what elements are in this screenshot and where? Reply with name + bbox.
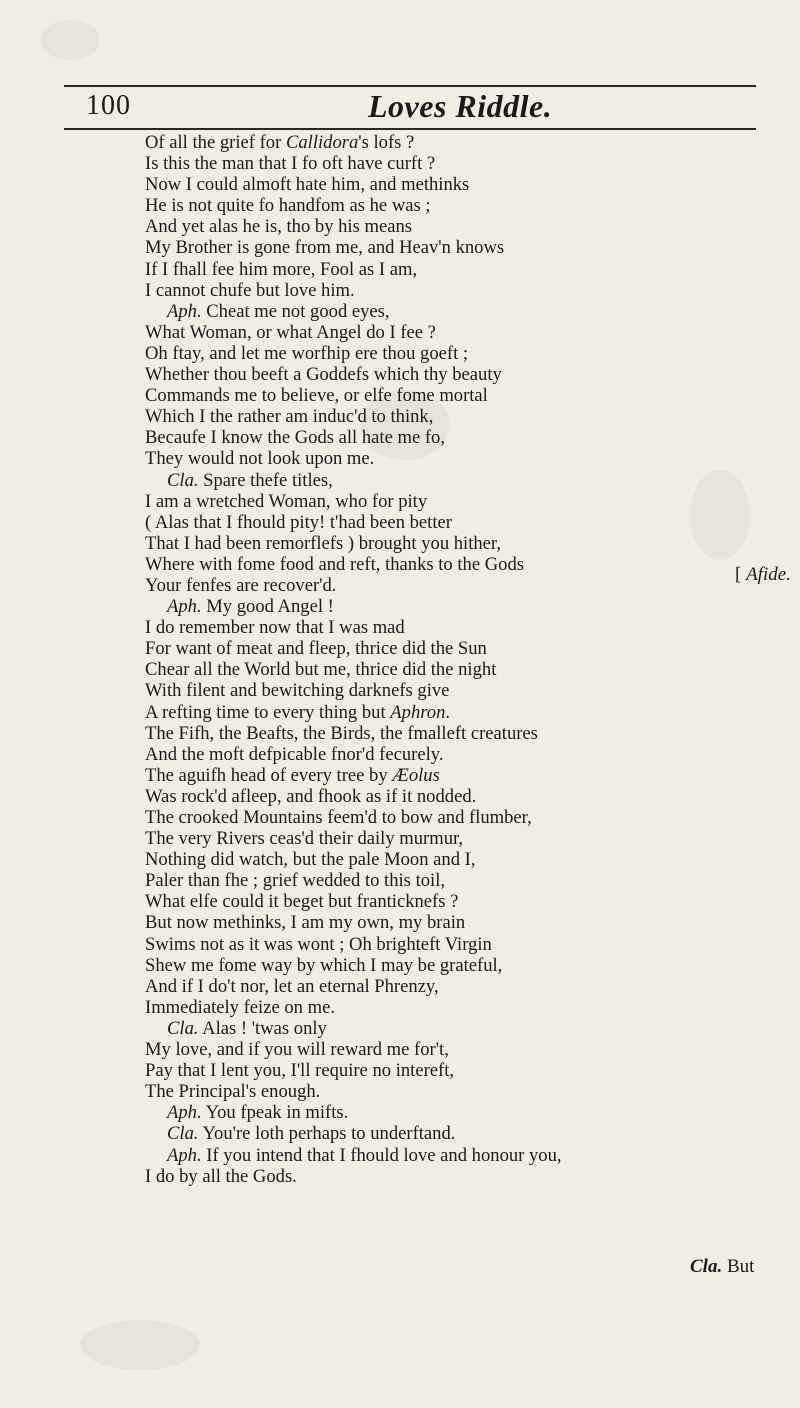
text-line [145, 448, 745, 469]
speaker-name: Aph. [167, 1102, 202, 1124]
text-line [145, 997, 745, 1018]
running-title: Loves Riddle. [368, 88, 553, 124]
line-text: Commands me to believe, or elfe fome mortal [145, 385, 488, 407]
text-line [145, 554, 745, 575]
line-text: Nothing did watch, but the pale Moon and I, [145, 849, 476, 871]
text-line [145, 1081, 745, 1102]
text-line [145, 1102, 745, 1123]
text-line [145, 1039, 745, 1060]
line-text: Spare thefe titles, [198, 469, 333, 491]
line-text: And if I do't nor, let an eternal Phrenzy, [145, 975, 439, 997]
line-text: What elfe could it beget but franticknefs ? [145, 891, 459, 913]
text-line [145, 870, 745, 891]
text-line [145, 723, 745, 744]
text-line [145, 1018, 745, 1039]
text-line [145, 1060, 745, 1081]
line-text: Where with fome food and reft, thanks to the Gods [145, 553, 525, 575]
line-text: Whether thou beeft a Goddefs which thy beauty [145, 364, 502, 386]
text-line [145, 216, 745, 237]
line-text: Pay that I lent you, I'll require no intereft, [145, 1060, 455, 1082]
line-text: Cheat me not good eyes, [201, 300, 390, 322]
text-line [145, 828, 745, 849]
stage-direction-aside [735, 564, 791, 586]
line-text: The aguifh head of every tree by [145, 764, 393, 786]
header-rule-bottom [64, 128, 756, 130]
text-line [145, 533, 745, 554]
line-text: You fpeak in mifts. [201, 1102, 349, 1124]
line-text: Chear all the World but me, thrice did the night [145, 659, 497, 681]
text-line [145, 512, 745, 533]
italic-word: Æolus [392, 764, 440, 786]
text-line [145, 702, 745, 723]
header-rule-top [64, 85, 756, 87]
text-line [145, 849, 745, 870]
text-line [145, 596, 745, 617]
line-text: A refting time to every thing but [145, 701, 391, 723]
line-text: With filent and bewitching darknefs give [145, 680, 450, 702]
text-line [145, 575, 745, 596]
line-text: Of all the grief for [145, 132, 286, 153]
text-line [145, 617, 745, 638]
line-text: If you intend that I fhould love and honour you, [201, 1144, 562, 1166]
line-text: Alas ! 'twas only [198, 1017, 327, 1039]
text-line [145, 237, 745, 258]
page-number: 100 [86, 90, 131, 121]
text-line [145, 343, 745, 364]
text-line [145, 1166, 745, 1187]
text-line [145, 976, 745, 997]
text-line [145, 301, 745, 322]
speaker-name: Cla. [167, 1123, 199, 1145]
line-text: They would not look upon me. [145, 448, 375, 470]
speaker-name: Aph. [167, 1144, 202, 1166]
line-text: Your fenfes are recover'd. [145, 574, 337, 596]
line-text: But now methinks, I am my own, my brain [145, 912, 466, 934]
text-line [145, 174, 745, 195]
text-line [145, 364, 745, 385]
text-line [145, 934, 745, 955]
line-text: . [445, 701, 451, 723]
line-text: Swims not as it was wont ; Oh brighteft Virgin [145, 933, 492, 955]
line-text: I do by all the Gods. [145, 1165, 297, 1187]
catchword [690, 1256, 754, 1278]
line-text: Which I the rather am induc'd to think, [145, 406, 434, 428]
line-text: The very Rivers ceas'd their daily murmur, [145, 828, 464, 850]
line-text: What Woman, or what Angel do I fee ? [145, 321, 436, 343]
text-line [145, 280, 745, 301]
line-text: My Brother is gone from me, and Heav'n knows [145, 237, 505, 259]
line-text: For want of meat and fleep, thrice did the Sun [145, 638, 487, 660]
text-line [145, 385, 745, 406]
text-line [145, 807, 745, 828]
italic-word: Callidora [285, 132, 359, 153]
line-text: The Fifh, the Beafts, the Birds, the fmalleft creatures [145, 722, 538, 744]
line-text: And the moft defpicable fnor'd fecurely. [145, 743, 444, 765]
line-text: Was rock'd afleep, and fhook as if it nodded. [145, 785, 477, 807]
text-line [145, 132, 745, 153]
text-line [145, 259, 745, 280]
line-text: Becaufe I know the Gods all hate me fo, [145, 427, 445, 449]
catchword-word: But [726, 1256, 755, 1277]
speaker-name: Aph. [167, 300, 202, 322]
text-line [145, 322, 745, 343]
text-line [145, 891, 745, 912]
text-line [145, 638, 745, 659]
text-line [145, 427, 745, 448]
text-line [145, 406, 745, 427]
line-text: He is not quite fo handfom as he was ; [145, 195, 431, 217]
text-line [145, 744, 745, 765]
aside-label: Afide. [746, 564, 791, 585]
line-text: Paler than fhe ; grief wedded to this toil, [145, 870, 446, 892]
speaker-name: Cla. [167, 1017, 199, 1039]
text-line [145, 680, 745, 701]
text-line [145, 195, 745, 216]
speaker-name: Cla. [167, 469, 199, 491]
line-text: Is this the man that I fo oft have curft ? [145, 153, 436, 175]
line-text: You're loth perhaps to underftand. [198, 1123, 456, 1145]
text-line [145, 786, 745, 807]
line-text: The crooked Mountains feem'd to bow and flumber, [145, 807, 532, 828]
aside-bracket: [ [735, 564, 742, 585]
line-text: If I fhall fee him more, Fool as I am, [145, 258, 418, 280]
italic-word: Aphron [390, 701, 446, 723]
text-line [145, 912, 745, 933]
line-text: And yet alas he is, tho by his means [145, 216, 412, 238]
text-line [145, 1145, 745, 1166]
line-text: That I had been remorflefs ) brought you hither, [145, 532, 502, 554]
line-text: Shew me fome way by which I may be grateful, [145, 954, 503, 976]
speaker-name: Aph. [167, 596, 202, 618]
line-text: Oh ftay, and let me worfhip ere thou goeft ; [145, 342, 469, 364]
text-line [145, 153, 745, 174]
text-line [145, 765, 745, 786]
line-text: I am a wretched Woman, who for pity [145, 490, 428, 512]
text-line [145, 1123, 745, 1144]
text-line [145, 659, 745, 680]
text-line [145, 470, 745, 491]
line-text: ( Alas that I fhould pity! t'had been better [145, 511, 452, 533]
line-text: Now I could almoft hate him, and methinks [145, 174, 470, 196]
line-text: I cannot chufe but love him. [145, 279, 355, 301]
play-text [145, 132, 745, 1187]
text-line [145, 955, 745, 976]
line-text: My love, and if you will reward me for't, [145, 1039, 449, 1061]
catchword-speaker: Cla. [690, 1256, 723, 1277]
line-text: The Principal's enough. [145, 1081, 321, 1103]
line-text: My good Angel ! [201, 596, 334, 618]
line-text: I do remember now that I was mad [145, 617, 405, 639]
line-text: 's lofs ? [358, 132, 415, 153]
text-line [145, 491, 745, 512]
line-text: Immediately feize on me. [145, 996, 335, 1018]
